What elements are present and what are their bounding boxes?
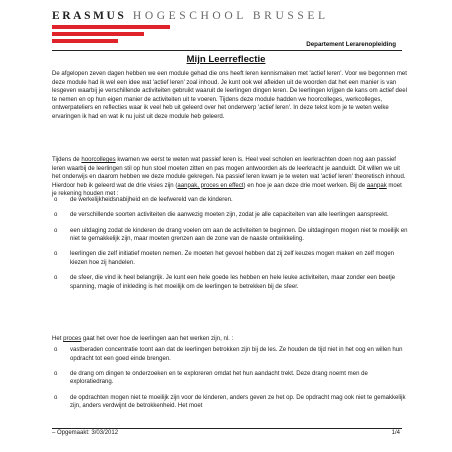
page-number: 1/4 <box>391 430 400 436</box>
hoorcolleges-paragraph: Tijdens de hoorcolleges kwamen we eerst te weten wat passief leren is. Heel veel scholen en leerkrachten doen nog aan passief leren waarbij de leerlingen stil op hun stoel moeten zitten en pas mogen antwoorden als de leerkracht je aanduidt. Dit willen we uit het onderwijs en daarom hebben we deze module gekregen. Na passief leren kwam je te weten wat 'actief leren' theoretisch inhoud. Hierdoor heb ik geleerd wat de drie visies zijn (aanpak, proces en effect) en hoe je aan deze drie moet werken. Bij de aanpak moet je rekening houden met : <box>52 157 406 197</box>
footer-date: – Opgemaakt: 3/03/2012 <box>52 430 119 436</box>
hoorcolleges-term: hoorcolleges <box>81 157 116 163</box>
bullet-icon: o <box>54 275 58 282</box>
logo-rest: HOGESCHOOL BRUSSEL <box>132 10 329 22</box>
bullet-icon: o <box>54 347 58 353</box>
bullet-icon: o <box>54 227 58 234</box>
list-item: o vastberaden concentratie toont aan dat de leerlingen betrokken zijn bij de les. Ze houden de tijd niet in het oog en willen hun opdracht tot een goed einde brengen. <box>54 347 403 362</box>
proces-term: proces <box>63 336 82 342</box>
department-label: Departement Lerarenopleiding <box>306 41 396 48</box>
aanpak-term: aanpak <box>366 182 387 189</box>
visies-term: aanpak, proces en effect <box>177 182 244 189</box>
proces-intro-line: Het proces gaat het over hoe de leerlingen aan het werken zijn, nl. : <box>52 336 234 342</box>
bullet-icon: o <box>54 212 58 219</box>
list-item: o een uitdaging zodat de kinderen de drang voelen om aan de activiteiten te beginnen. De uitdagingen mogen niet te moeilijk en niet te gemakkelijk zijn, maar moeten grenzen aan de zone van de naaste ontwikkeling. <box>54 227 408 243</box>
logo-name: ERASMUS <box>52 10 127 22</box>
header-divider <box>52 50 402 51</box>
list-item: o de opdrachten mogen niet te moeilijk zijn voor de kinderen, anders geven ze het op. De opdracht mag ook niet te gemakkelijk zijn, anders verdwijnt de betrokkenheid. Het moet <box>54 394 406 410</box>
bullet-icon: o <box>54 370 58 377</box>
bullet-icon: o <box>54 251 58 258</box>
footer-divider <box>52 428 402 429</box>
bullet-icon: o <box>54 394 58 401</box>
intro-paragraph: De afgelopen zeven dagen hebben we een module gehad die ons heeft leren kennismaken met 'actief leren'. Voor we begonnen met deze module had ik wel een idee wat 'actief leren' zoal inhoud. Je kunt ook wel afleiden uit de woorden dat het een manier is van lesgeven waarbij je verschillende activiteiten gebruikt waaruit de leerlingen dingen leren. De leerlingen krijgen de kans om actief deel te nemen en op hun eigen manier de activiteiten uit te voeren. Tijdens deze module hadden we hoorcolleges, werkcolleges, ontwerpateliers en reflecties waar ik veel heb uit geleerd over het onderwerp 'actief leren'. In deze tekst kom je te weten welke ervaringen ik had en wat ik nu juist uit deze module heb geleerd. <box>52 71 407 120</box>
aanpak-list <box>52 196 408 298</box>
logo-bar-2 <box>52 32 144 36</box>
page-title: Mijn Leerreflectie <box>186 54 266 65</box>
proces-list <box>52 346 408 417</box>
bullet-icon: o <box>54 197 58 203</box>
list-item: o de drang om dingen te onderzoeken en te exploreren omdat het hun aandacht trekt. Deze drang noemt men de exploratiedrang. <box>54 370 368 386</box>
list-item: o de werkelijkheidsnabijheid en de leefwereld van de kinderen. <box>54 197 233 203</box>
list-item: o de verschillende soorten activiteiten die aanwezig moeten zijn, zodat je alle capaciteiten van alle leerlingen aanspreekt. <box>54 212 389 219</box>
logo-bar-1 <box>52 25 170 29</box>
list-item: o leerlingen die zelf initiatief moeten nemen. Ze moeten het gevoel hebben dat zij zelf keuzes mogen maken en zelf mogen kiezen hoe zij handelen. <box>54 251 395 266</box>
logo-bar-3 <box>52 39 118 43</box>
list-item: o de sfeer, die vind ik heel belangrijk. Je kunt een hele goede les hebben en hele leuke activiteiten, maar zonder een beetje spanning, magie of inkleding is het moeilijk om de leerlingen te betrekken bij de sfeer. <box>54 275 396 290</box>
